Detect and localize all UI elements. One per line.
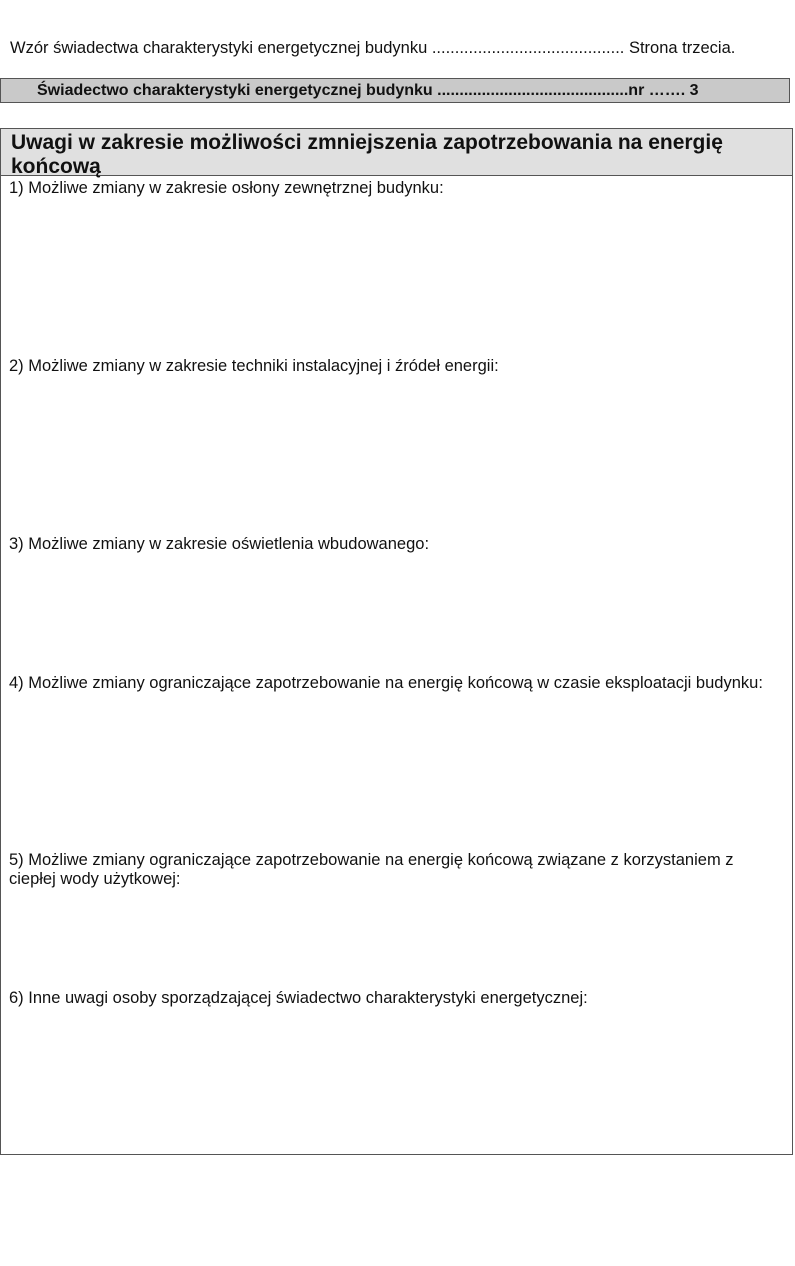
remarks-title: Uwagi w zakresie możliwości zmniejszenia zapotrzebowania na energię końcową xyxy=(1,129,792,176)
section-operation-changes: 4) Możliwe zmiany ograniczające zapotrzebowanie na energię końcową w czasie eksploatacji budynku: xyxy=(9,674,763,692)
certificate-number-bar: Świadectwo charakterystyki energetycznej budynku ...........................................nr ……. 3 xyxy=(0,78,790,103)
section-hot-water: 5) Możliwe zmiany ograniczające zapotrzebowanie na energię końcową związane z korzystaniem z ciepłej wody użytkowej: xyxy=(9,851,734,888)
section-built-in-lighting: 3) Możliwe zmiany w zakresie oświetlenia wbudowanego: xyxy=(9,535,430,553)
section-building-envelope: 1) Możliwe zmiany w zakresie osłony zewnętrznej budynku: xyxy=(9,179,444,197)
section-installation-energy-sources: 2) Możliwe zmiany w zakresie techniki instalacyjnej i źródeł energii: xyxy=(9,357,499,375)
section-other-remarks: 6) Inne uwagi osoby sporządzającej świadectwo charakterystyki energetycznej: xyxy=(9,989,588,1007)
page-header-line: Wzór świadectwa charakterystyki energetycznej budynku .......................................... Strona trzecia. xyxy=(10,39,736,57)
